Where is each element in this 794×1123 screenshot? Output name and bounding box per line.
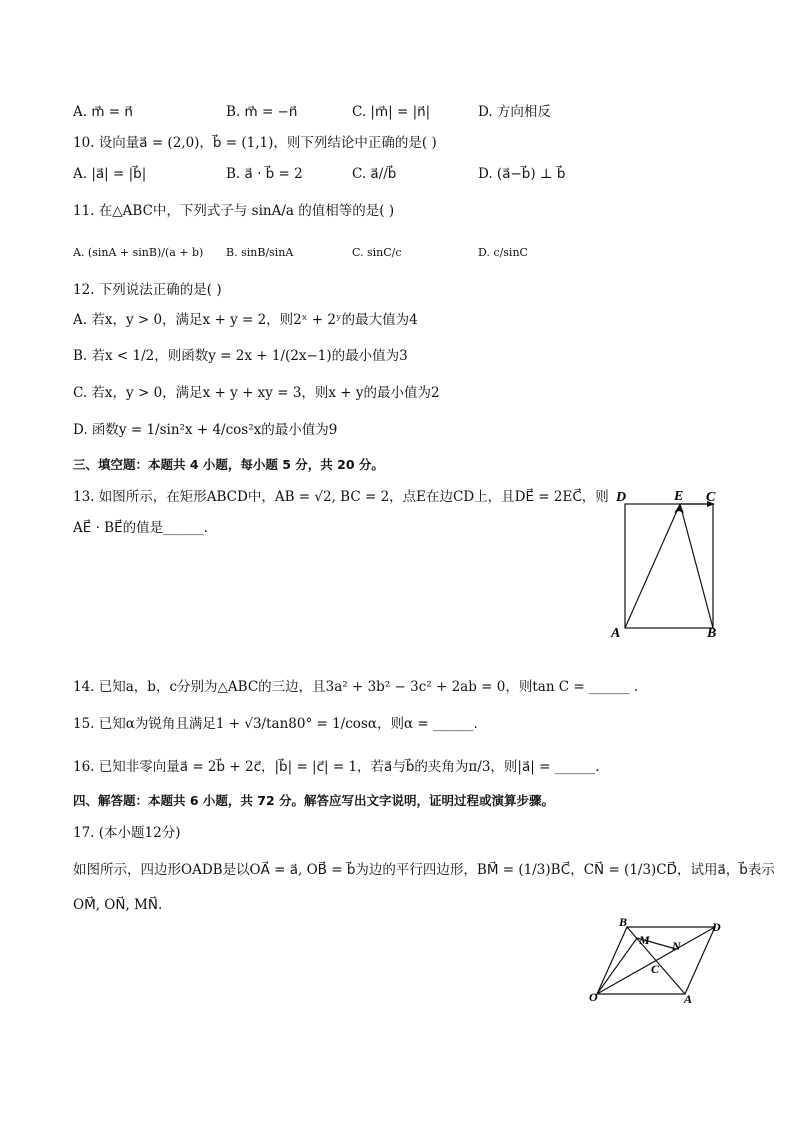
label-b: B [707, 626, 717, 638]
q10-option-b: B. a⃗ · b⃗ = 2 [226, 166, 303, 182]
q11-option-d: D. c/sinC [478, 246, 528, 259]
q13-line-1: 13. 如图所示，在矩形ABCD中，AB = √2, BC = 2，点E在边CD上，且DE⃗ = 2EC⃗，则 [73, 489, 609, 505]
q11-stem: 11. 在△ABC中，下列式子与 sinA/a 的值相等的是( ) [73, 203, 395, 219]
diagonal-ab [627, 927, 685, 994]
q10-option-a: A. |a⃗| = |b⃗| [73, 166, 147, 182]
q13-line-2: AE⃗ · BE⃗的值是______. [73, 520, 208, 536]
q17-parallelogram-figure [585, 917, 730, 1009]
segment-ae [625, 504, 680, 628]
q14: 14. 已知a，b，c分别为△ABC的三边，且3a² + 3b² − 3c² + 2ab = 0，则tan C = ______ . [73, 679, 639, 695]
rectangle-abcd [625, 504, 713, 628]
q12-stem: 12. 下列说法正确的是( ) [73, 282, 222, 298]
q15: 15. 已知α为锐角且满足1 + √3/tan80° = 1/cosα，则α = ______. [73, 716, 478, 732]
q9-option-d: D. 方向相反 [478, 104, 551, 120]
q13-rectangle-figure [608, 486, 728, 638]
q9-option-c: C. |m⃗| = |n⃗| [352, 104, 431, 120]
q17-line-1: 如图所示，四边形OADB是以OA⃗ = a⃗, OB⃗ = b⃗为边的平行四边形，BM⃗ = (1/3)BC⃗，CN⃗ = (1/3)CD⃗，试用a⃗，b⃗表示 [73, 862, 775, 878]
q10-option-c: C. a⃗//b⃗ [352, 166, 397, 182]
label-a: A [611, 626, 621, 638]
label-d: D [712, 920, 721, 934]
label-c: C [706, 490, 716, 505]
q10-option-d: D. (a⃗−b⃗) ⊥ b⃗ [478, 166, 566, 182]
label-b: B [619, 917, 628, 929]
q17-line-2: OM⃗, ON⃗, MN⃗. [73, 897, 163, 913]
q11-option-c: C. sinC/c [352, 246, 402, 259]
q10-stem: 10. 设向量a⃗ = (2,0)，b⃗ = (1,1)，则下列结论中正确的是( ) [73, 135, 437, 151]
q12-option-c: C. 若x，y > 0，满足x + y + xy = 3，则x + y的最小值为2 [73, 385, 440, 401]
label-m: M [639, 933, 650, 947]
q11-option-a: A. (sinA + sinB)/(a + b) [73, 246, 204, 259]
q9-option-b: B. m⃗ = −n⃗ [226, 104, 298, 120]
label-o: O [589, 990, 598, 1004]
label-c: C [651, 962, 660, 976]
q11-option-b: B. sinB/sinA [226, 246, 294, 259]
q16: 16. 已知非零向量a⃗ = 2b⃗ + 2c⃗，|b⃗| = |c⃗| = 1，若a⃗与b⃗的夹角为π/3，则|a⃗| = ______. [73, 759, 600, 775]
label-e: E [674, 489, 684, 504]
q9-option-a: A. m⃗ = n⃗ [73, 104, 133, 120]
q17-header: 17. (本小题12分) [73, 825, 181, 841]
q12-option-b: B. 若x < 1/2，则函数y = 2x + 1/(2x−1)的最小值为3 [73, 348, 408, 364]
section-3-heading: 三、填空题：本题共 4 小题，每小题 5 分，共 20 分。 [73, 457, 384, 472]
q12-option-a: A. 若x，y > 0，满足x + y = 2，则2ˣ + 2ʸ的最大值为4 [73, 312, 418, 328]
segment-om [597, 938, 637, 994]
q12-option-d: D. 函数y = 1/sin²x + 4/cos²x的最小值为9 [73, 422, 338, 438]
section-4-heading: 四、解答题：本题共 6 小题，共 72 分。解答应写出文字说明，证明过程或演算步骤。 [73, 793, 555, 808]
label-n: N [672, 939, 681, 953]
label-a: A [684, 992, 693, 1006]
segment-be [680, 504, 713, 628]
label-d: D [616, 490, 627, 505]
